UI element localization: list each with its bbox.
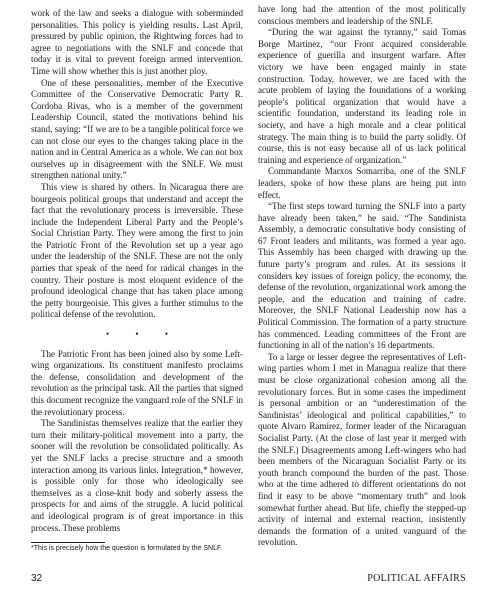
paragraph: The Patriotic Front has been joined also by some Left-wing organizations. Its constituent manifesto proclaims the defense, consolidation and development of the revolution as the principal task. All the parties that signed this document recognize the vanguard role of the SNLF in the revolutionary process. — [31, 348, 243, 417]
paragraph: One of these personalities, member of the Executive Committee of the Conservative Democratic Party R. Cordoba Rivas, who is a member of the government Leadership Council, stated the motivations behind his stand, saying: “If we are to be a tangible political force we can not close our eyes to the changes taking place in the nation and in Central America as a whole. We can not box ourselves up in disagreement with the SNLF. We must strengthen national unity.” — [31, 77, 243, 181]
footnote-rule — [31, 542, 105, 543]
paragraph: work of the law and seeks a dialogue with soberminded personalities. This policy is yielding results. Last April, pressured by public opinion, the Rightwing forces had to agree to negotiations with the SNLF and concede that today it is vital to prevent foreign armed intervention. Time will show whether this is just another ploy. — [31, 8, 243, 76]
section-separator: • • • — [106, 329, 180, 340]
footnote: *This is precisely how the question is formulated by the SNLF. — [31, 545, 223, 552]
journal-name: POLITICAL AFFAIRS — [367, 573, 466, 584]
paragraph: Commandante Marxos Somarriba, one of the SNLF leaders, spoke of how these plans are being put into effect. — [258, 166, 466, 200]
left-column — [31, 8, 243, 534]
paragraph: To a large or lesser degree the representatives of Left-wing parties whom I met in Managua realize that there must be close organizational cohesion among all the revolutionary forces. But in some cases the impediment is personal ambition or an “underestimation of the Sandinistas’ ideological and political capabilities,” to quote Alvaro Ramirez, former leader of the Nicaraguan Socialist Party. (At the close of last year it merged with the SNLF.) Disagreements among Left-wingers who had been members of the Nicaraguan Socialist Party or its youth branch compound the burden of the past. Those who at the time adhered to different orientations do not find it easy to be above “momentary truth” and look somewhat further ahead. But life, chiefly the stepped-up activity of internal and external reaction, insistently demands the formation of a united vanguard of the revolution. — [258, 351, 466, 548]
paragraph: The Sandinistas themselves realize that the earlier they turn their military-political movement into a party, the sooner will the revolution be consolidated politically. As yet the SNLF lacks a precise structure and a smooth interaction among its various links. Integration,* however, is possible only for those who ideologically see themselves as a close-knit body and soberly assess the prospects for and aims of the struggle. A lucid political and ideological program is of great importance in this process. These problems — [31, 418, 243, 533]
page-number: 32 — [31, 573, 43, 584]
paragraph: This view is shared by others. In Nicaragua there are bourgeois political groups that understand and accept the fact that the revolutionary process is irreversible. These include the Independent Liberal Party and the People’s Social Christian Party. They were among the first to join the Patriotic Front of the Revolution set up a year ago under the leadership of the SNLF. These are not the only parties that speak of the need for radical changes in the country. Their posture is most eloquent evidence of the profound ideological change that has taken place among the petty bourgeoisie. This gives a further stimulus to the political defense of the revolution. — [31, 181, 243, 320]
paragraph: have long had the attention of the most politically conscious members and leadership of the SNLF. — [258, 4, 466, 26]
paragraph: “The first steps toward turning the SNLF into a party have already been taken,” he said. “The Sandinista Assembly, a democratic consultative body consisting of 67 Front leaders and militants, was formed a year ago. This Assembly has been charged with drawing up the future party’s program and rules. At its sessions it considers key issues of foreign policy, the economy, the defense of the revolution, organizational work among the people, and the education and training of cadre. Moreover, the SNLF National Leadership now has a Political Commission. The formation of a party structure has commenced. Leading committees of the Front are functioning in all of the nation’s 16 departments. — [258, 201, 466, 351]
paragraph: “During the war against the tyranny,” said Tomas Borge Martinez, “our Front acquired considerable experience of guerilla and insurgent warfare. After victory we have been engaged mainly in state construction. Today, however, we are faced with the acute problem of laying the foundations of a working people’s political organization that would have a scientific foundation, understand its leading role in society, and have a high morale and a clear political strategy. The main thing is to build the party solidly. Of course, this is not easy because all of us lack political training and experience of organization.” — [258, 27, 466, 165]
right-column — [258, 4, 466, 549]
